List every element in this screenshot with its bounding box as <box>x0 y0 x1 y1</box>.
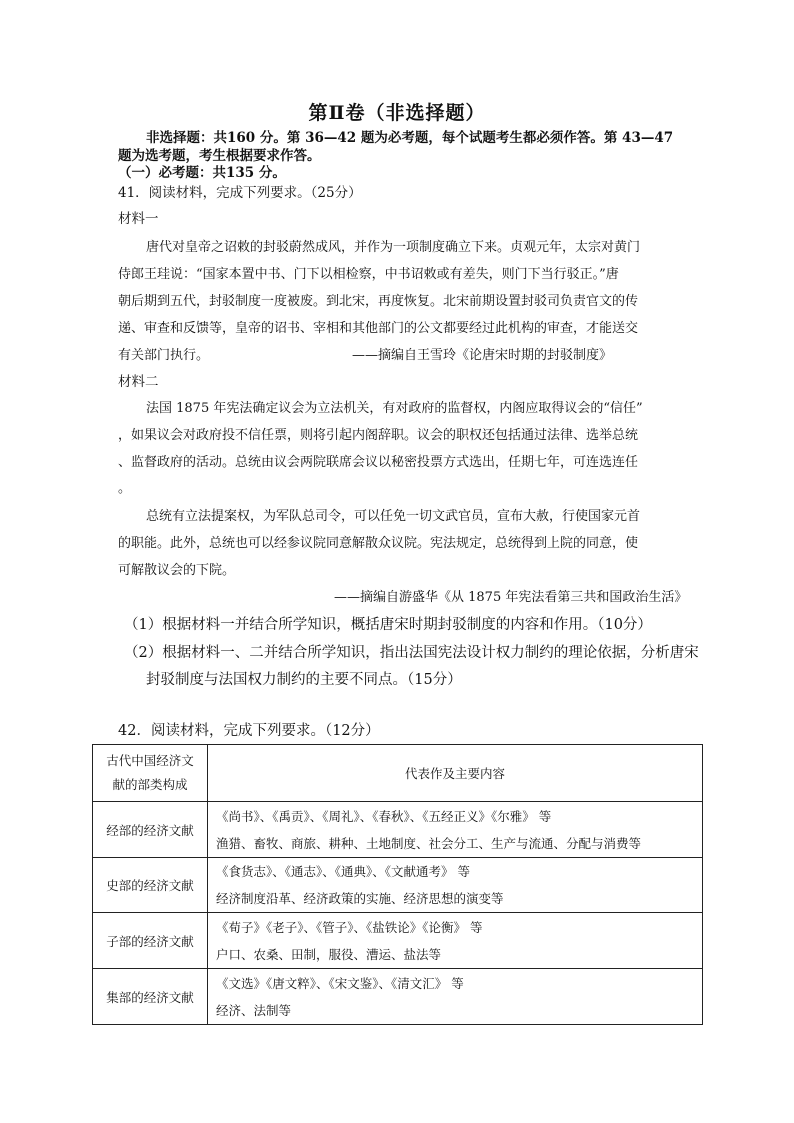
q41-material-2-line: 可解散议会的下院。 <box>118 563 236 578</box>
q42-stem: 42．阅读材料，完成下列要求。（12分） <box>118 723 380 739</box>
q41-material-1-line: 朝后期到五代，封驳制度一度被废。到北宋，再度恢复。北宋前期设置封驳司负责官文的传 <box>118 294 639 309</box>
table-row <box>93 858 703 913</box>
q41-stem: 41．阅读材料，完成下列要求。（25分） <box>118 185 362 201</box>
q41-material-1-line: 递、审查和反馈等，皇帝的诏书、宰相和其他部门的公文都要经过此机构的审查，才能送交 <box>118 321 639 336</box>
table-cell-category: 子部的经济文献 <box>93 913 208 969</box>
q41-material-1-label: 材料一 <box>118 211 159 227</box>
q41-material-2-line: 法国 1875 年宪法确定议会为立法机关，有对政府的监督权，内阁应取得议会的“信任” <box>146 401 643 416</box>
q41-sub-question-2-cont: 封驳制度与法国权力制约的主要不同点。（15分） <box>146 672 462 688</box>
q41-material-2-line: ，如果议会对政府投不信任票，则将引起内阁辞职。议会的职权还包括通过法律、选举总统 <box>118 428 639 443</box>
table-cell-works: 《食货志》、《通志》、《通典》、《文献通考》 等 经济制度沿革、经济政策的实施、经济思想的演变等 <box>208 858 703 913</box>
q41-material-2-label: 材料二 <box>118 374 159 390</box>
q41-material-2-line: 。 <box>118 481 132 496</box>
table-header-category: 古代中国经济文 献的部类构成 <box>93 745 208 802</box>
table-row <box>93 802 703 858</box>
q41-material-2-line: 、监督政府的活动。总统由议会两院联席会议以秘密投票方式选出，任期七年，可连选连任 <box>118 455 639 470</box>
q41-sub-question-2: （2）根据材料一、二并结合所学知识，指出法国宪法设计权力制约的理论依据，分析唐宋 <box>124 645 699 661</box>
table-cell-works: 《文选》《唐文粹》、《宋文鉴》、《清文汇》 等 经济、法制等 <box>208 969 703 1025</box>
q41-material-1-source: ——摘编自王雪玲《论唐宋时期的封驳制度》 <box>352 348 613 363</box>
table-cell-category: 经部的经济文献 <box>93 802 208 858</box>
q41-material-2-line: 总统有立法提案权，为军队总司令，可以任免一切文武官员，宣布大赦，行使国家元首 <box>146 509 641 524</box>
table-row <box>93 969 703 1025</box>
table-cell-category: 史部的经济文献 <box>93 858 208 913</box>
q41-material-2-line: 的职能。此外，总统也可以经参议院同意解散众议院。宪法规定，总统得到上院的同意，使 <box>118 536 639 551</box>
intro-line-1: 非选择题：共160 分。第 36—42 题为必考题，每个试题考生都必须作答。第 43—47 <box>146 130 674 146</box>
table-row <box>93 913 703 969</box>
table-cell-category: 集部的经济文献 <box>93 969 208 1025</box>
q41-material-2-source: ——摘编自游盛华《从 1875 年宪法看第三共和国政治生活》 <box>334 590 688 605</box>
section-title: 第Ⅱ卷（非选择题） <box>308 102 486 124</box>
table-header-row <box>93 745 703 802</box>
intro-line-2: 题为选考题，考生根据要求作答。 <box>118 148 321 164</box>
q41-material-1-line: 有关部门执行。 <box>118 348 210 363</box>
q41-sub-question-1: （1）根据材料一并结合所学知识，概括唐宋时期封驳制度的内容和作用。（10分） <box>124 617 652 633</box>
table-cell-works: 《尚书》、《禹贡》、《周礼》、《春秋》、《五经正义》《尔雅》 等 渔猎、畜牧、商旅、耕种、土地制度、社会分工、生产与流通、分配与消费等 <box>208 802 703 858</box>
q41-material-1-line: 唐代对皇帝之诏敕的封驳蔚然成风，并作为一项制度确立下来。贞观元年，太宗对黄门 <box>146 240 641 255</box>
table-header-works: 代表作及主要内容 <box>208 745 703 802</box>
intro-line-3: （一）必考题：共135 分。 <box>118 165 286 181</box>
economic-literature-table <box>92 744 703 1025</box>
table-cell-works: 《荀子》《老子》、《管子》、《盐铁论》《论衡》 等 户口、农桑、田制，服役、漕运、盐法等 <box>208 913 703 969</box>
q41-material-1-line: 侍郎王珪说：“国家本置中书、门下以相检察，中书诏敕或有差失，则门下当行驳正。”唐 <box>118 267 619 282</box>
